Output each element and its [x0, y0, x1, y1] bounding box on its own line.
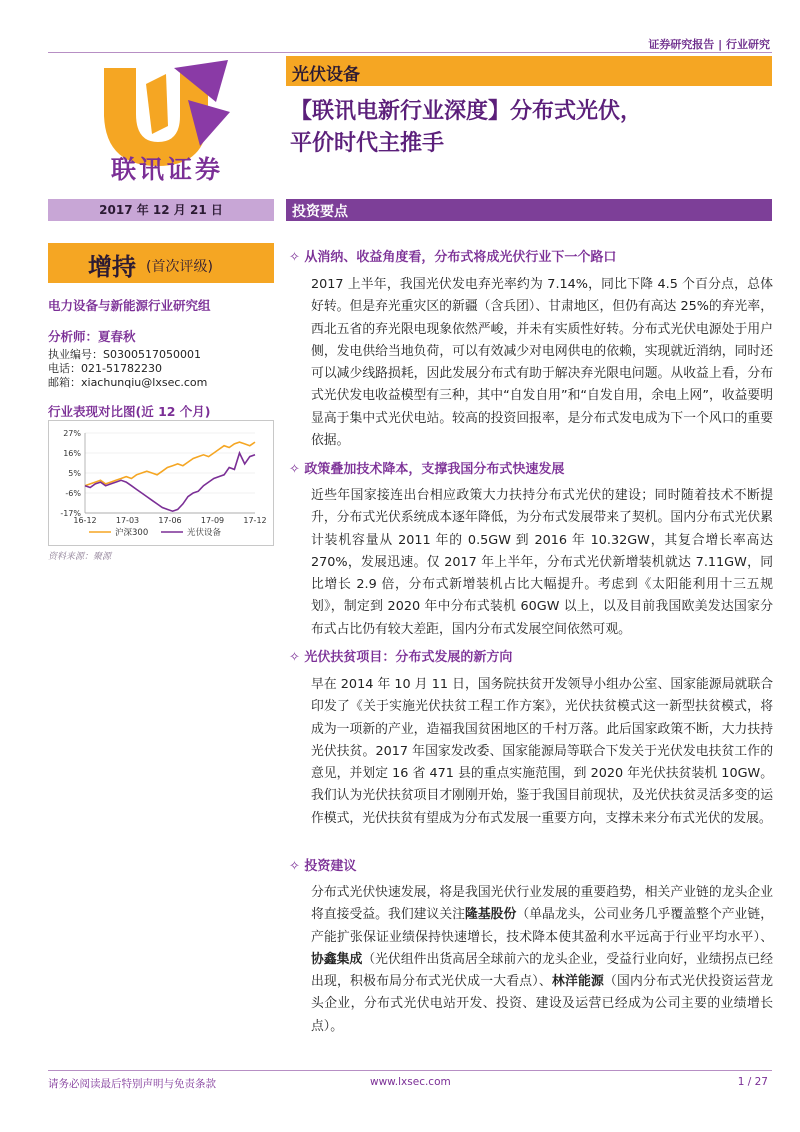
- y-tick-label: 5%: [68, 469, 81, 478]
- report-title-line-2: 平价时代主推手: [290, 131, 445, 156]
- stock-gcl: 协鑫集成: [311, 951, 363, 967]
- x-tick-label: 17-09: [200, 516, 225, 525]
- header-rule: [48, 52, 772, 53]
- chart-source: 资料来源：聚源: [48, 552, 112, 562]
- invest-text-c: （光伏组件出货高居全球前六的龙头企业，受益行业向好，业绩拐点已经出现，积极布局分布式光伏成一大看点）、: [311, 951, 774, 990]
- rating-main: 增持: [88, 253, 136, 281]
- series-line-hs300: [85, 442, 255, 486]
- report-title-line-1: 【联讯电新行业深度】分布式光伏，: [290, 99, 643, 124]
- section-text-3: 早在 2014 年 10 月 11 日，国务院扶贫开发领导小组办公室、国家能源局就联合印发了《关于实施光伏扶贫工程工作方案》，光伏扶贫模式这一新型扶贫模式，将成为一项新的产业，造福我国贫困地区的千村万落。此后国家政策不断，大力扶持光伏扶贫。2017 年国家发改委、国家能源局等联合下发关于光伏发电扶贫工作的意见，并划定 16 省 471 县的重点实施范围，到 2020 年光伏扶贫装机 10GW。我们认为光伏扶贫项目才刚刚开始，鉴于我国目前现状，及光伏扶贫灵活多变的运作模式，光伏扶贫有望成为分布式发展一重要方向，支撑未来分布式光伏的发展。: [311, 677, 773, 826]
- x-tick-label: 17-12: [243, 516, 267, 525]
- y-tick-label: -6%: [65, 489, 81, 498]
- y-tick-label: -17%: [60, 509, 81, 518]
- sector-label: 光伏设备: [292, 65, 360, 85]
- analyst-phone: 电话：021-51782230: [48, 362, 162, 375]
- legend-label: 光伏设备: [187, 528, 222, 538]
- analyst-name: 分析师：夏春秋: [48, 329, 136, 344]
- performance-chart-svg: [49, 421, 273, 545]
- stock-longi: 隆基股份: [465, 907, 517, 923]
- research-group: 电力设备与新能源行业研究组: [48, 298, 211, 313]
- x-tick-label: 16-12: [73, 516, 97, 525]
- footer-url[interactable]: www.lxsec.com: [370, 1076, 451, 1088]
- section-heading-4: ✧ 投资建议: [289, 859, 357, 874]
- section-text-1: 2017 上半年，我国光伏发电弃光率约为 7.14%，同比下降 4.5 个百分点，总体好转。但是弃光重灾区的新疆（含兵团）、甘肃地区，但仍有高达 25%的弃光率，西北五省的弃光限电现象依然严峻，并未有实质性好转。分布式光伏电源处于用户侧，发电供给当地负荷，可以有效减少对电网供电的依赖，实现就近消纳，同时还可以减少线路损耗，因此发展分布式有助于解决弃光限电问题。从收益上看，分布式光伏发电收益模型有三种，其中“自发自用”和“自发自用，余电上网”，收益要明显高于集中式光伏电站。较高的投资回报率，是分布式发电成为下一个风口的重要依据。: [311, 277, 773, 449]
- section-text-2: 近些年国家接连出台相应政策大力扶持分布式光伏的建设；同时随着技术不断提升，分布式光伏系统成本逐年降低，为分布式发展带来了契机。国内分布式光伏累计装机容量从 2011 年的 0.5GW 到 2016 年 10.32GW，其复合增长率高达 270%，发展迅速。仅 2017 年上半年，分布式光伏新增装机就达 7.11GW，同比增长 2.9 倍，分布式新增装机占比大幅提升。考虑到《太阳能利用十三五规划》，制定到 2020 年中分布式装机 60GW 以上，以及目前我国欧美发达国家分布式占比仍有较大差距，国内分布式发展空间依然可观。: [311, 488, 773, 637]
- report-date: 2017 年 12 月 21 日: [99, 203, 223, 217]
- section-heading-2: ✧ 政策叠加技术降本，支撑我国分布式快速发展: [289, 462, 565, 477]
- stock-linyang: 林洋能源: [551, 974, 605, 990]
- footer-rule: [48, 1070, 772, 1071]
- company-logo-text: 联讯证券: [110, 155, 223, 184]
- report-title: [290, 96, 770, 160]
- sector-banner: [286, 56, 772, 86]
- section-title: 投资要点: [292, 204, 348, 220]
- rating-box: [48, 243, 274, 283]
- chart-title: 行业表现对比图(近 12 个月): [48, 404, 211, 419]
- x-tick-label: 17-06: [158, 516, 182, 525]
- legend-label: 沪深300: [115, 528, 149, 538]
- invest-text-b: （单晶龙头，公司业务几乎覆盖整个产业链，产能扩张保证业绩保持快速增长，技术降本使其盈利水平远高于行业平均水平）、: [311, 907, 774, 945]
- y-tick-label: 16%: [63, 449, 81, 458]
- invest-text-a: 分布式光伏快速发展，将是我国光伏行业发展的重要趋势，相关产业链的龙头企业将直接受益。我们建议关注: [311, 885, 773, 923]
- report-type-tag: 证券研究报告 | 行业研究: [648, 38, 770, 51]
- analyst-license: 执业编号：S0300517050001: [48, 348, 201, 361]
- section-heading-1: ✧ 从消纳、收益角度看，分布式将成光伏行业下一个路口: [289, 250, 617, 265]
- section-heading-3: ✧ 光伏扶贫项目：分布式发展的新方向: [289, 650, 513, 665]
- rating-sub: (首次评级): [146, 259, 213, 275]
- y-tick-label: 27%: [63, 429, 81, 438]
- invest-text-d: （国内分布式光伏投资运营龙头企业，分布式光伏电站开发、投资、建设及运营已经成为公司主要的业绩增长点）。: [311, 974, 774, 1034]
- performance-chart: [48, 420, 274, 546]
- footer-disclaimer[interactable]: 请务必阅读最后特别声明与免责条款: [48, 1078, 216, 1090]
- page-number: 1 / 27: [737, 1076, 768, 1088]
- x-tick-label: 17-03: [115, 516, 140, 525]
- section-title-bar: [286, 199, 772, 221]
- analyst-email[interactable]: 邮箱：xiachunqiu@lxsec.com: [48, 376, 208, 389]
- section-text-4: [311, 882, 773, 1038]
- date-bar: [48, 199, 274, 221]
